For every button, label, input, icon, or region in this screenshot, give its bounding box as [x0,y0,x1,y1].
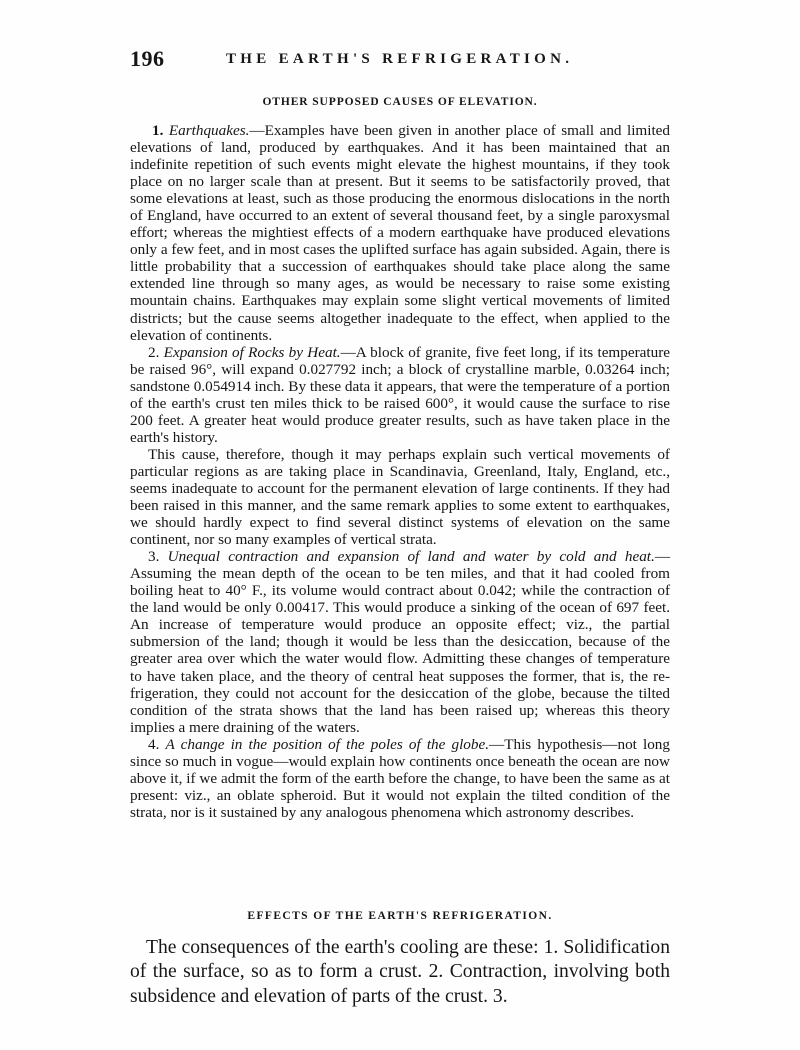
paragraph-this-cause [130,446,670,548]
paragraph-number: 2. [148,343,160,361]
paragraph-number: 1. [152,122,164,139]
paragraph-text: —Assuming the mean depth of the ocean to be ten miles, and that it had cooled from boiling heat to 40° F., its volume would contract about 0.042; while the contraction of the land would be only 0.00417. This would produce a sinking of the ocean of 697 feet. An increase of temperature would produce an opposite effect; viz., the partial submersion of the land; though it would be less than the desiccation, because of the greater area over which the water would flow. Admitting these changes of temperature to have taken place, and the theory of central heat supposes the former, that is, the refrigeration, they could not account for the desiccation of the globe, because the tilted condition of the strata shows that the land has been raised up; whereas this theory implies a mere draining of the waters. [130,548,670,736]
paragraph-number: 3. [148,548,160,566]
page-number: 196 [130,46,165,71]
paragraph-number: 4. [148,735,160,753]
paragraph-text: —A block of granite, five feet long, if its temperature be raised 96°, will expand 0.027792 inch; a block of crystalline marble, 0.03264 inch; sandstone 0.054914 inch. By these data it appears, that were the temperature of a portion of the earth's crust ten miles thick to be raised 600°, it would cause the surface to rise 200 feet. A greater heat would produce greater results, such as have taken place in the earth's history. [130,343,670,446]
paragraph-change-of-poles [130,736,670,821]
paragraph-consequences: The consequences of the earth's cooling are these: 1. Solidification of the surface, so as to form a crust. 2. Contraction, involving both subsidence and elevation of parts of the crust. 3. [130,937,670,1007]
paragraph-earthquakes [130,122,670,344]
running-head [130,46,670,76]
section-body [130,122,670,821]
paragraph-expansion-of-rocks [130,344,670,446]
large-type-paragraph [130,936,670,1009]
section-heading-effects: EFFECTS OF THE EARTH'S REFRIGERATION. [247,910,553,922]
paragraph-title: Expansion of Rocks by Heat. [163,343,341,361]
section-heading-other-causes: OTHER SUPPOSED CAUSES OF ELEVATION. [262,96,538,108]
paragraph-title: Earthquakes. [168,122,250,139]
paragraph-text: This cause, therefore, though it may perhaps explain such vertical movements of particular regions as are taking place in Scandinavia, Greenland, Italy, England, etc., seems inadequate to account for the permanent elevation of large continents. If they had been raised in this manner, and the same remark applies to some extent to earthquakes, we should hardly expect to find several distinct systems of elevation on the same continent, nor so many examples of vertical strata. [130,445,670,549]
paragraph-text: —This hypothesis—not long since so much in vogue—would explain how continents once beneath the ocean are now above it, if we admit the form of the earth before the change, to have been the same as at present: viz., an oblate spheroid. But it would not explain the tilted condition of the strata, nor is it sustained by any analogous phenomena which astronomy describes. [130,735,670,821]
paragraph-text: —Examples have been given in another place of small and limited elevations of land, produced by earthquakes. And it has been maintained that an indefinite repetition of such events might elevate the highest mountains, if they took place on no larger scale than at present. But it seems to be satisfactorily proved, that some elevations at least, such as those producing the enormous dislocations in the north of England, have occurred to an extent of several thousand feet, by a single paroxysmal effort; whereas the mightiest effects of a modern earthquake have produced elevations only a few feet, and in most cases the uplifted surface has again subsided. Again, there is little probability that a succession of earthquakes should take place along the same extended line through so many ages, as would be necessary to raise some existing mountain chains. Earthquakes may explain some slight vertical movements of limited districts; but the cause seems altogether inadequate to the effect, when applied to the elevation of continents. [130,122,670,344]
running-title: THE EARTH'S REFRIGERATION. [226,51,574,67]
paragraph-unequal-contraction [130,548,670,736]
paragraph-title: A change in the position of the poles of the globe. [165,735,490,753]
paragraph-title: Unequal contraction and expansion of land and water by cold and heat. [167,548,655,566]
